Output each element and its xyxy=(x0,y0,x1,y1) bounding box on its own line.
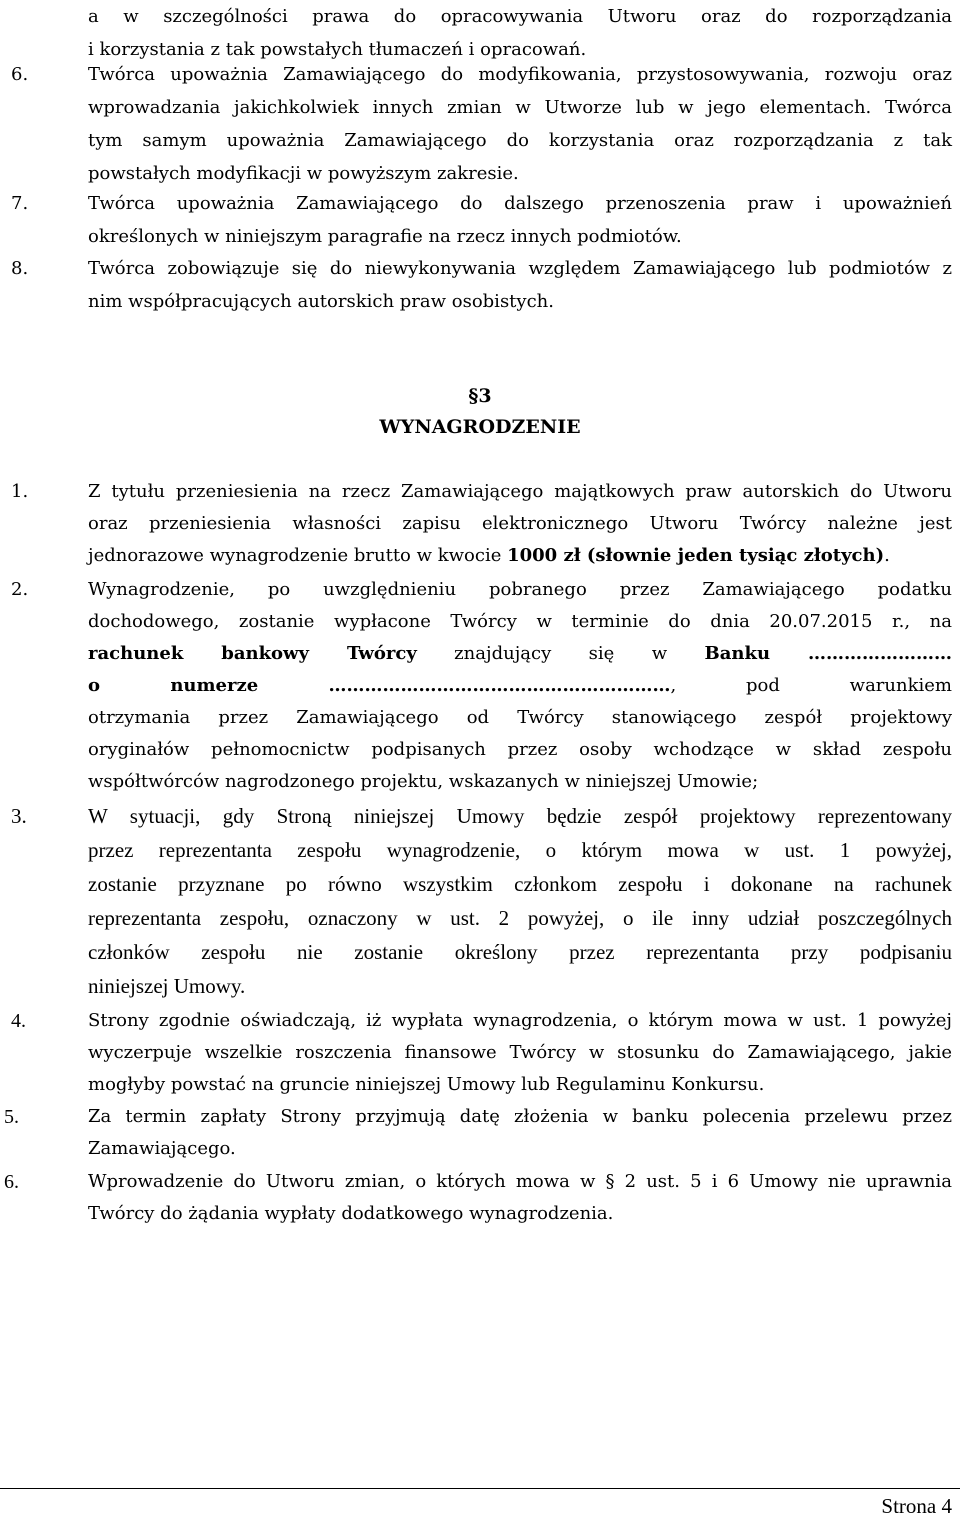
text-line: przez reprezentanta zespołu wynagrodzenie, o którym mowa w ust. 1 powyżej, xyxy=(88,838,952,862)
item-number: 8. xyxy=(11,258,29,279)
text-line: reprezentanta zespołu, oznaczony w ust. 2 powyżej, o ile inny udział poszczególnych xyxy=(88,906,952,930)
footer-divider xyxy=(0,1488,960,1489)
text-line: Wynagrodzenie, po uwzględnieniu pobranego przez Zamawiającego podatku xyxy=(88,579,952,600)
text-line: mogłyby powstać na gruncie niniejszej Umowy lub Regulaminu Konkursu. xyxy=(88,1074,765,1095)
text-line: Strony zgodnie oświadczają, iż wypłata wynagrodzenia, o którym mowa w ust. 1 powyżej xyxy=(88,1010,952,1031)
text-line: a w szczególności prawa do opracowywania Utworu oraz do rozporządzania xyxy=(88,6,952,27)
text-line: Twórcy do żądania wypłaty dodatkowego wynagrodzenia. xyxy=(88,1203,614,1224)
item-text xyxy=(88,0,952,66)
payment-date: 20.07.2015 r. xyxy=(769,611,905,632)
item-number: 7. xyxy=(11,193,29,214)
text-line: współtwórców nagrodzonego projektu, wskazanych w niniejszej Umowie; xyxy=(88,771,759,792)
text-fragment: , na xyxy=(904,611,952,632)
text-line: Twórca upoważnia Zamawiającego do modyfikowania, przystosowywania, rozwoju oraz xyxy=(88,64,952,85)
section-paragraph-mark: §3 xyxy=(468,385,492,407)
text-line: Twórca zobowiązuje się do niewykonywania względem Zamawiającego lub podmiotów z xyxy=(88,258,952,279)
text-line: określonych w niniejszym paragrafie na rzecz innych podmiotów. xyxy=(88,226,682,247)
text-line: oraz przeniesienia własności zapisu elektronicznego Utworu Twórcy należne jest xyxy=(88,513,952,534)
text-fragment: znajdujący się w xyxy=(416,643,705,664)
text-line: Zamawiającego. xyxy=(88,1138,236,1159)
item-text xyxy=(88,1005,952,1101)
section-title: WYNAGRODZENIE xyxy=(379,416,581,438)
item-text xyxy=(88,252,952,318)
text-line: Z tytułu przeniesienia na rzecz Zamawiającego majątkowych praw autorskich do Utworu xyxy=(88,481,952,502)
item-text xyxy=(88,58,952,190)
bank-account-label: rachunek bankowy Twórcy xyxy=(88,643,417,664)
item-text xyxy=(88,1101,952,1165)
text-fragment: . xyxy=(884,545,890,566)
item-text xyxy=(88,187,952,253)
item-text xyxy=(88,799,952,1003)
text-line: wyczerpuje wszelkie roszczenia finansowe Twórcy w stosunku do Zamawiającego, jakie xyxy=(88,1042,952,1063)
text-line: zostanie przyznane po równo wszystkim członkom zespołu i dokonane na rachunek xyxy=(88,872,952,896)
item-number: 6. xyxy=(4,1171,19,1193)
item-number: 4. xyxy=(11,1010,26,1032)
text-line: oryginałów pełnomocnictw podpisanych przez osoby wchodzące w skład zespołu xyxy=(88,739,952,760)
item-number: 6. xyxy=(11,64,29,85)
text-line: tym samym upoważnia Zamawiającego do korzystania oraz rozporządzania z tak xyxy=(88,130,952,151)
text-line: Za termin zapłaty Strony przyjmują datę złożenia w banku polecenia przelewu przez xyxy=(88,1106,952,1127)
text-fragment: jednorazowe wynagrodzenie brutto w kwocie xyxy=(88,545,508,566)
text-line: niniejszej Umowy. xyxy=(88,974,246,998)
text-line: Wprowadzenie do Utworu zmian, o których mowa w § 2 ust. 5 i 6 Umowy nie uprawnia xyxy=(88,1171,952,1192)
item-number: 5. xyxy=(4,1106,19,1128)
item-number: 3. xyxy=(11,804,27,828)
text-line xyxy=(88,606,952,638)
text-fragment: dochodowego, zostanie wypłacone Twórcy w terminie do dnia xyxy=(88,611,770,632)
text-line: i korzystania z tak powstałych tłumaczeń i opracowań. xyxy=(88,39,587,60)
text-line: nim współpracujących autorskich praw osobistych. xyxy=(88,291,554,312)
item-number: 1. xyxy=(11,481,29,502)
item-text xyxy=(88,1166,952,1230)
text-line: Twórca upoważnia Zamawiającego do dalszego przenoszenia praw i upoważnień xyxy=(88,193,952,214)
text-line xyxy=(88,638,952,670)
item-text xyxy=(88,476,952,572)
item-number: 2. xyxy=(11,579,29,600)
payment-amount: 1000 zł (słownie jeden tysiąc złotych) xyxy=(507,545,885,566)
text-line: wprowadzania jakichkolwiek innych zmian w Utworze lub w jego elementach. Twórca xyxy=(88,97,952,118)
text-line xyxy=(88,540,952,572)
page-number: Strona 4 xyxy=(881,1494,952,1518)
text-line xyxy=(88,670,952,702)
text-line: powstałych modyfikacji w powyższym zakresie. xyxy=(88,163,519,184)
account-number-blank: o numerze ………………………………………………… xyxy=(88,675,671,696)
bank-name-blank: Banku …………………… xyxy=(704,643,952,664)
text-line: członków zespołu nie zostanie określony przez reprezentanta przy podpisaniu xyxy=(88,940,952,964)
item-text xyxy=(88,574,952,798)
text-line: otrzymania przez Zamawiającego od Twórcy stanowiącego zespół projektowy xyxy=(88,707,952,728)
text-line: W sytuacji, gdy Stroną niniejszej Umowy będzie zespół projektowy reprezentowany xyxy=(88,804,952,828)
text-fragment: , pod warunkiem xyxy=(670,675,952,696)
